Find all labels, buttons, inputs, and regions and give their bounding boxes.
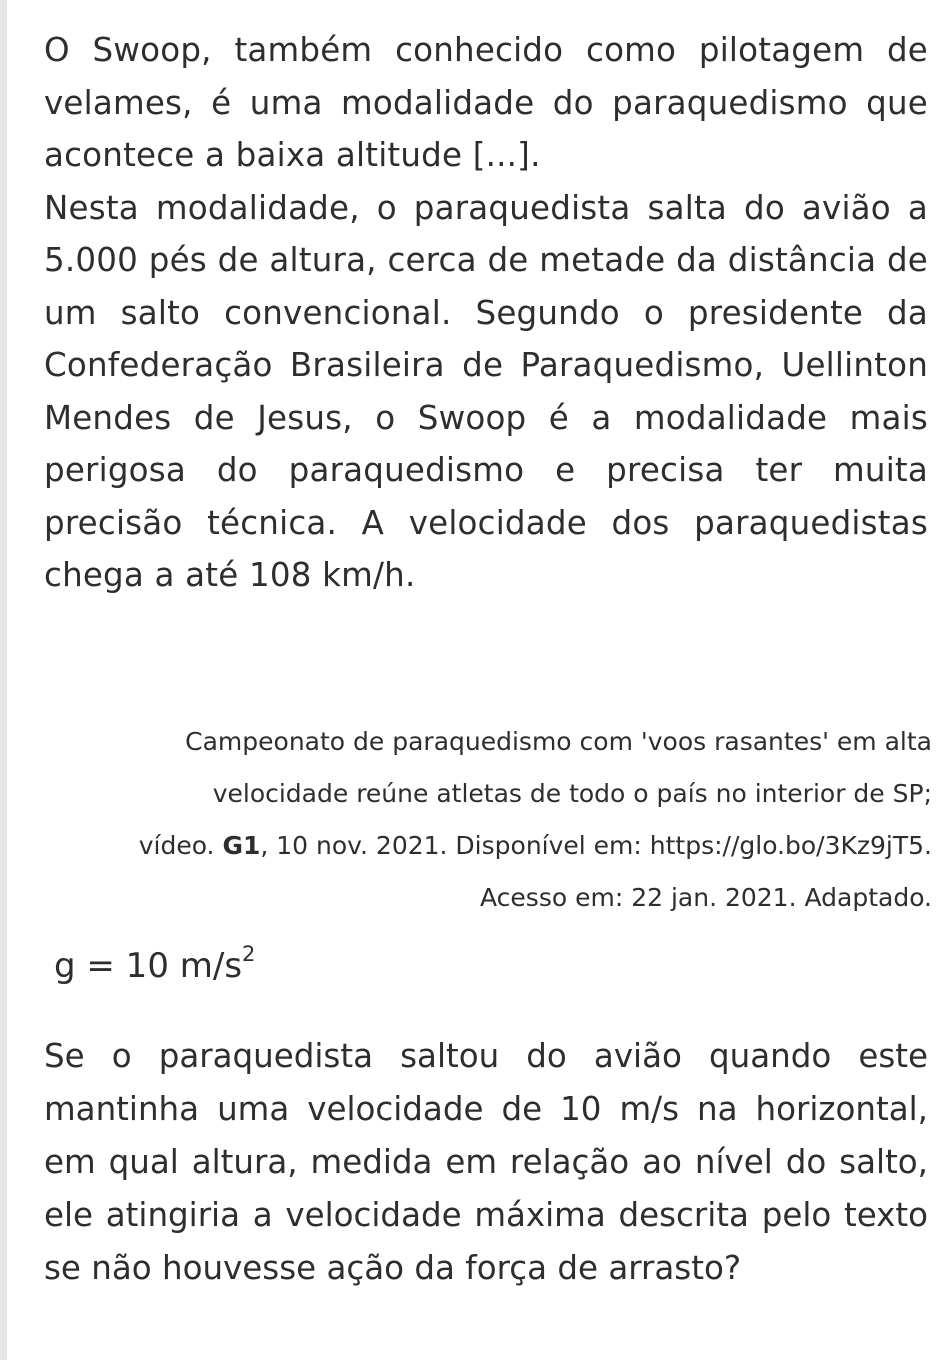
source-line-2: velocidade reúne atletas de todo o país no interior de SP; bbox=[212, 779, 932, 808]
article-text bbox=[44, 24, 928, 602]
source-publication-name: G1 bbox=[222, 831, 261, 860]
source-line-3-prefix: vídeo. bbox=[138, 831, 223, 860]
source-citation bbox=[60, 716, 932, 924]
gravity-formula bbox=[54, 928, 255, 992]
formula-exponent: 2 bbox=[242, 942, 256, 966]
left-margin-bar bbox=[0, 0, 7, 1360]
formula-base: g = 10 m/s bbox=[54, 946, 243, 986]
question-text bbox=[44, 1030, 928, 1295]
question-paragraph: Se o paraquedista saltou do avião quando este mantinha uma velocidade de 10 m/s na horizontal, em qual altura, medida em relação ao nível do salto, ele atingiria a velocidade máxima descrita pelo texto se não houvesse ação da força de arrasto? bbox=[44, 1037, 928, 1287]
source-line-4: Acesso em: 22 jan. 2021. Adaptado. bbox=[480, 883, 932, 912]
article-paragraph-2: Nesta modalidade, o paraquedista salta do avião a 5.000 pés de altura, cerca de metade da distância de um salto convencional. Segundo o presidente da Confederação Brasileira de Paraquedismo, Uellinton Mendes de Jesus, o Swoop é a modalidade mais perigosa do paraquedismo e precisa ter muita precisão técnica. A velocidade dos paraquedistas chega a até 108 km/h. bbox=[44, 188, 928, 594]
source-line-1: Campeonato de paraquedismo com 'voos rasantes' em alta bbox=[185, 727, 932, 756]
source-line-3-suffix: , 10 nov. 2021. Disponível em: https://glo.bo/3Kz9jT5. bbox=[260, 831, 932, 860]
article-paragraph-1: O Swoop, também conhecido como pilotagem de velames, é uma modalidade do paraquedismo que acontece a baixa altitude [...]. bbox=[44, 31, 928, 174]
source-line-3 bbox=[60, 820, 932, 872]
